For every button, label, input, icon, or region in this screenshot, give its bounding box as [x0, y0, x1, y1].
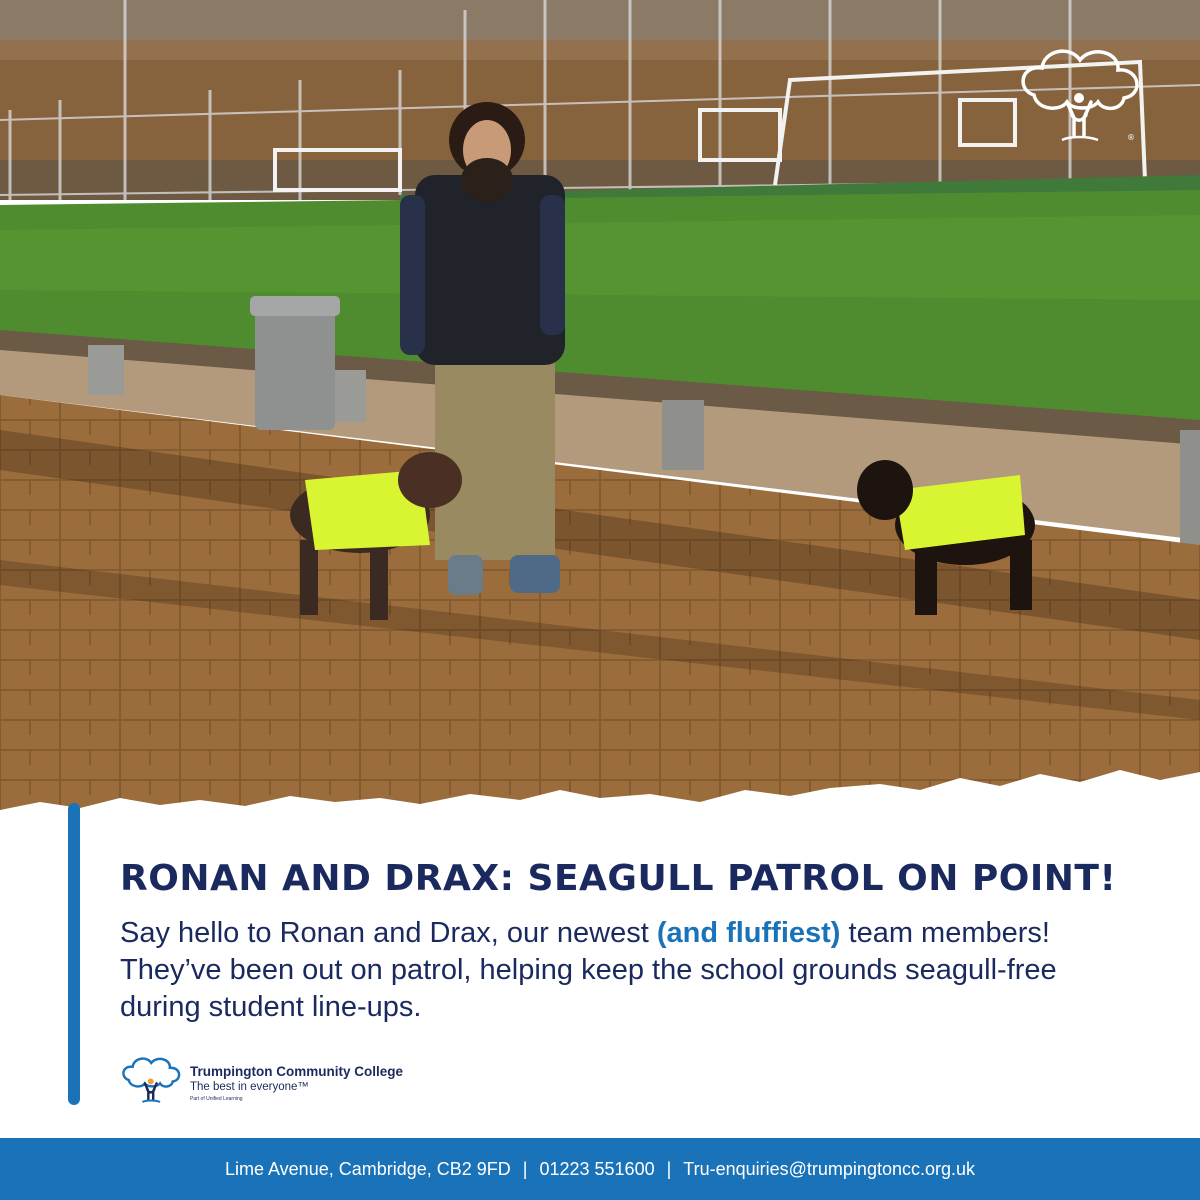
org-tagline: The best in everyone™ [190, 1081, 309, 1093]
footer-email: Tru-enquiries@trumpingtoncc.org.uk [683, 1158, 976, 1179]
footer-address: Lime Avenue, Cambridge, CB2 9FD [224, 1158, 511, 1179]
footer-phone: 01223 551600 [539, 1158, 655, 1179]
accent-bar [68, 803, 80, 1105]
tree-person-logo-icon [1012, 40, 1147, 150]
org-subtitle: Part of Unified Learning [190, 1096, 243, 1102]
tree-person-logo-icon [118, 1052, 184, 1108]
body-text-part2: team members! They’ve been out on patrol, helping keep the school grounds seagull-free during student line-ups. [120, 917, 1057, 1023]
body-text-highlight: (and fluffiest) [656, 917, 841, 949]
body-text [120, 915, 1100, 1026]
org-logo-block [118, 1052, 438, 1108]
org-name: Trumpington Community College [190, 1064, 403, 1079]
body-text-part1: Say hello to Ronan and Drax, our newest [120, 917, 657, 949]
svg-text:®: ® [1127, 133, 1135, 142]
headline: RONAN AND DRAX: SEAGULL PATROL ON POINT! [120, 858, 1117, 899]
footer-bar [0, 1138, 1200, 1200]
footer-separator: | [666, 1158, 672, 1179]
footer-separator: | [522, 1158, 528, 1179]
